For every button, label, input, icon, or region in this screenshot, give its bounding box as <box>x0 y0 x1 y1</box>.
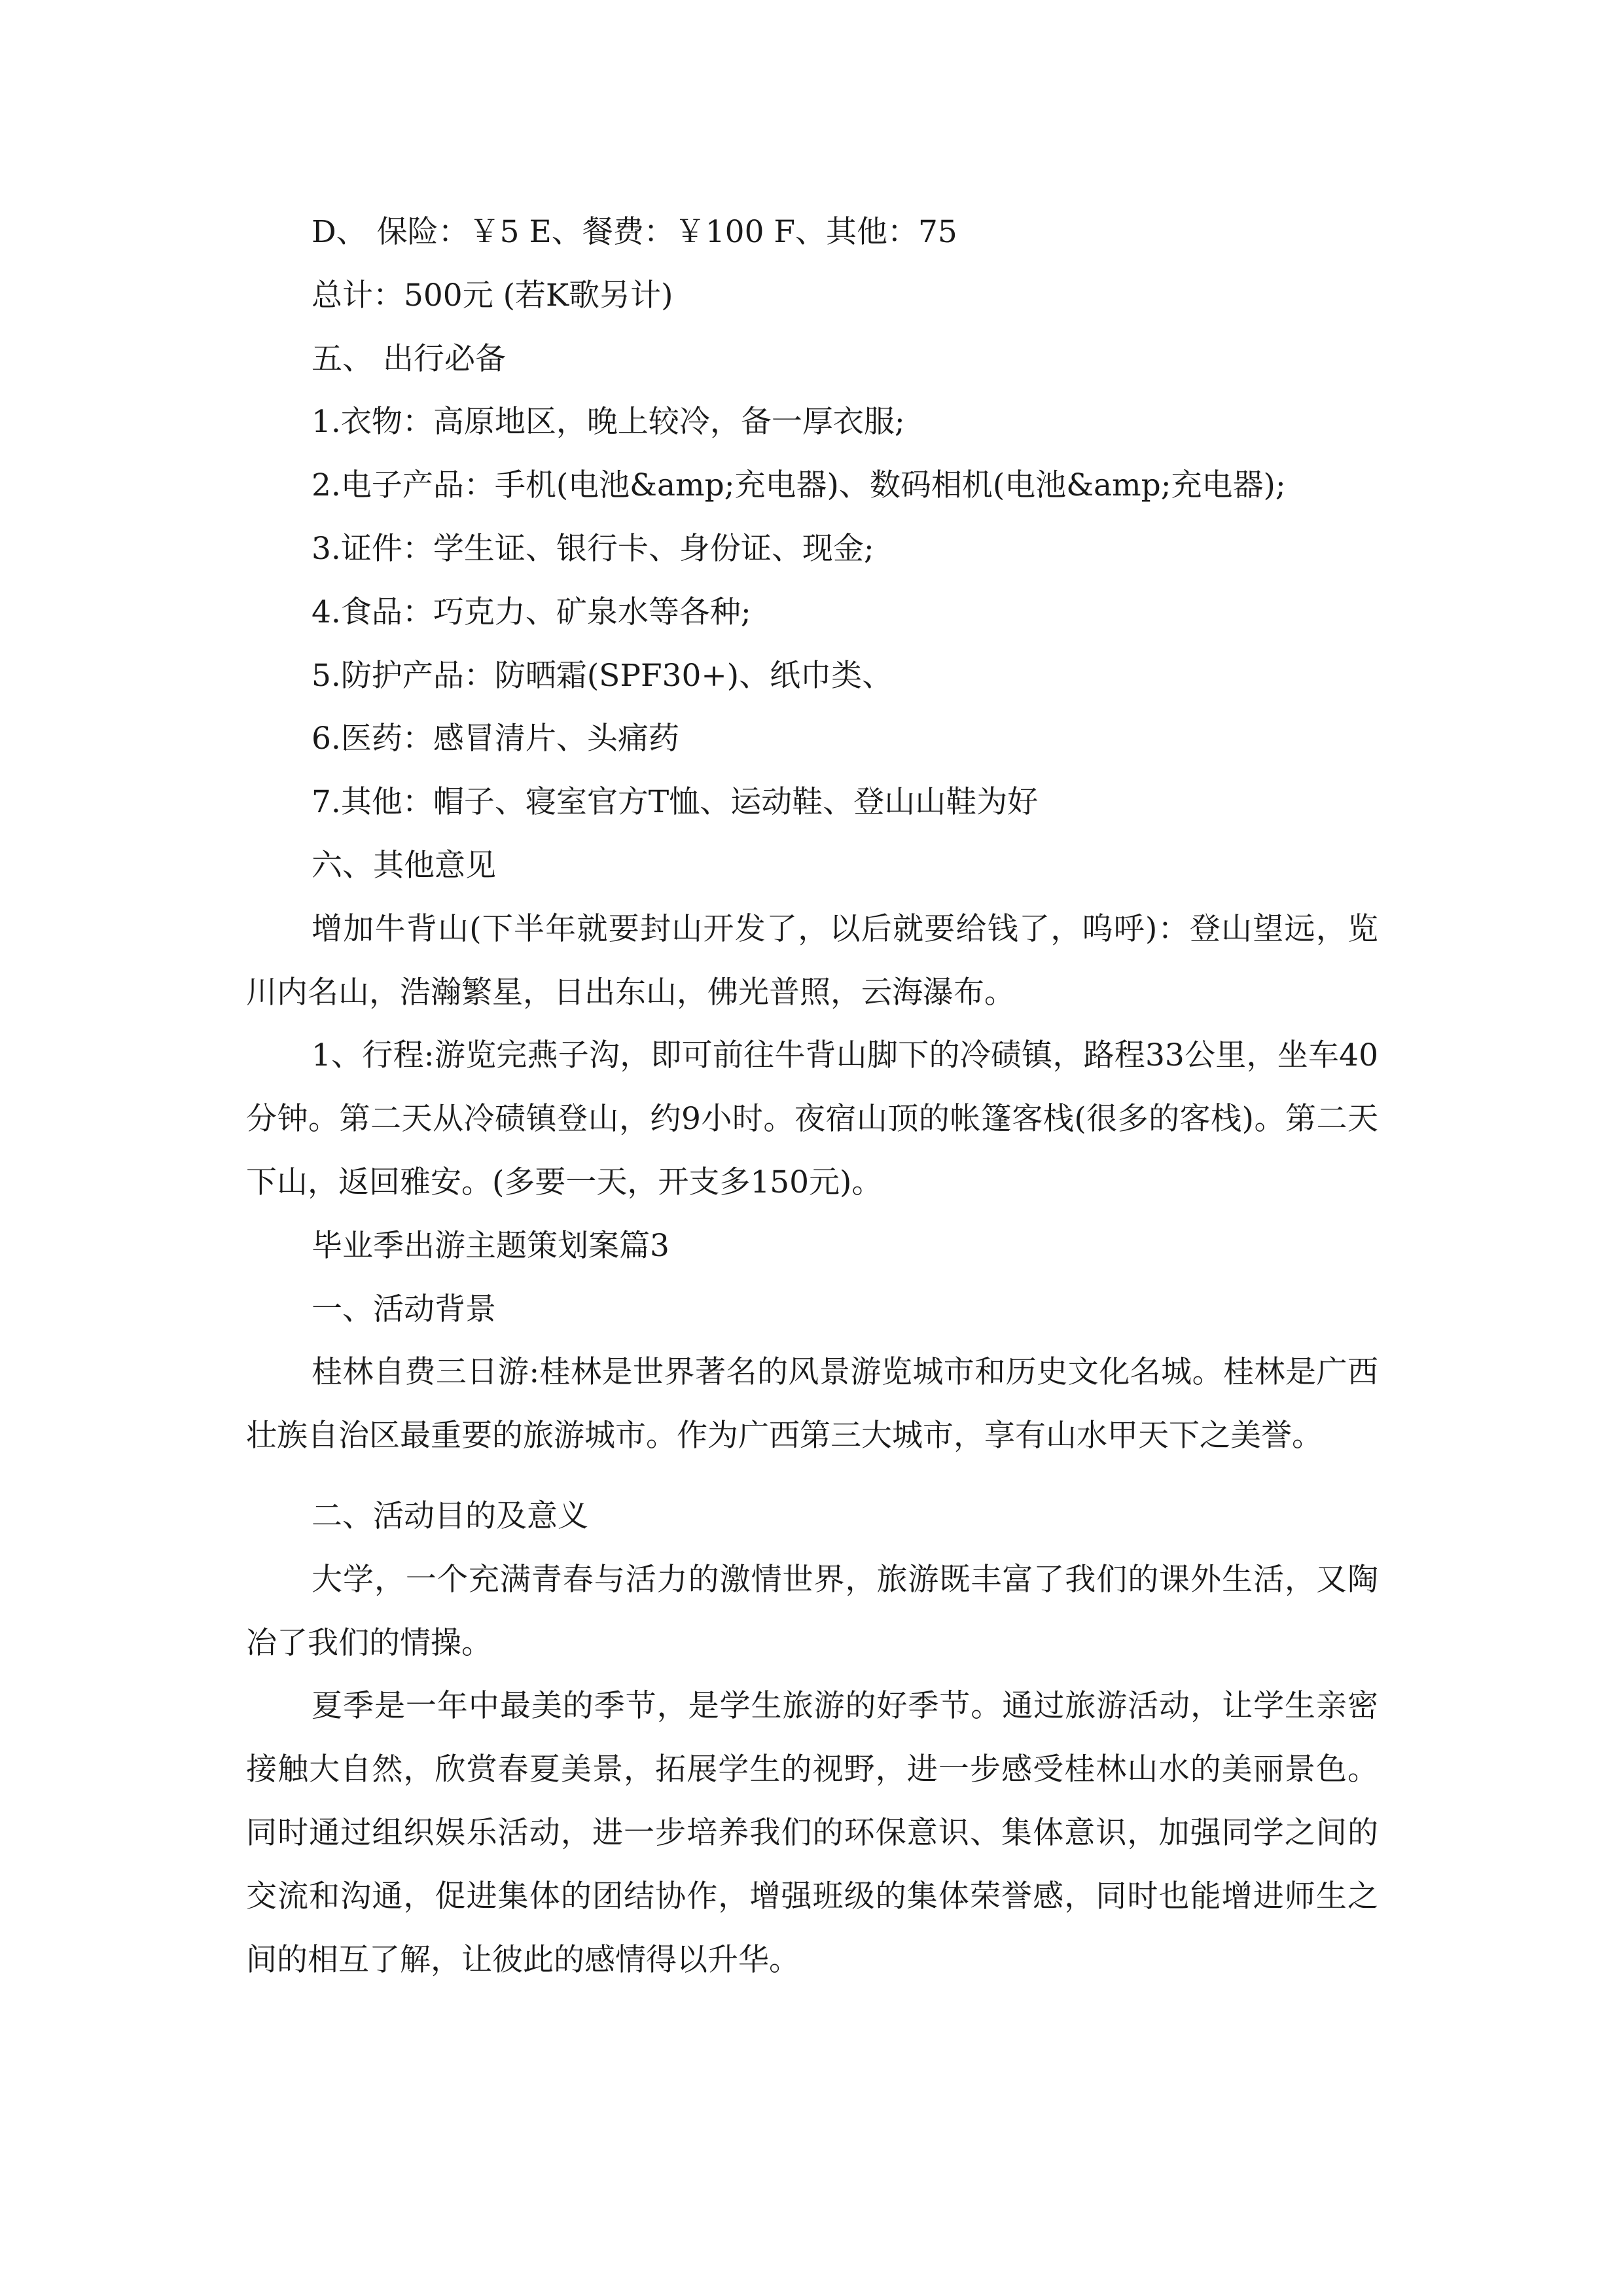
list-item-other: 7.其他：帽子、寝室官方T恤、运动鞋、登山山鞋为好 <box>312 784 1039 821</box>
paragraph-guilin-intro: 桂林自费三日游:桂林是世界著名的风景游览城市和历史文化名城。桂林是广西壮族自治区最重要的旅游城市。作为广西第三大城市，享有山水甲天下之美誉。 <box>246 1354 1378 1454</box>
list-item-protection: 5.防护产品：防晒霜(SPF30+)、纸巾类、 <box>312 657 893 694</box>
paragraph-university-life: 大学，一个充满青春与活力的激情世界，旅游既丰富了我们的课外生活，又陶冶了我们的情操。 <box>246 1561 1378 1661</box>
list-item-documents: 3.证件：学生证、银行卡、身份证、现金; <box>312 530 874 567</box>
paragraph-cost-items: D、 保险：￥5 E、餐费：￥100 F、其他：75 <box>312 214 957 250</box>
document-body <box>246 201 1378 1992</box>
section-heading-background: 一、活动背景 <box>312 1291 496 1327</box>
list-item-food: 4.食品：巧克力、矿泉水等各种; <box>312 594 751 630</box>
paragraph-niubei-mountain: 增加牛背山(下半年就要封山开发了，以后就要给钱了，呜呼)：登山望远，览川内名山，浩瀚繁星，日出东山，佛光普照，云海瀑布。 <box>246 910 1378 1011</box>
list-item-clothing: 1.衣物：高原地区，晚上较冷，备一厚衣服; <box>312 404 905 440</box>
section-heading-essentials: 五、 出行必备 <box>312 340 506 377</box>
section-heading-purpose: 二、活动目的及意义 <box>312 1498 588 1534</box>
paragraph-itinerary: 1、行程:游览完燕子沟，即可前往牛背山脚下的冷碛镇，路程33公里，坐车40分钟。第二天从冷碛镇登山，约9小时。夜宿山顶的帐篷客栈(很多的客栈)。第二天下山，返回雅安。(多要一天，开支多150元)。 <box>246 1037 1378 1200</box>
list-item-medicine: 6.医药：感冒清片、头痛药 <box>312 721 679 757</box>
paragraph-total: 总计：500元 (若K歌另计) <box>312 277 673 314</box>
paragraph-summer-activities: 夏季是一年中最美的季节，是学生旅游的好季节。通过旅游活动，让学生亲密接触大自然，欣赏春夏美景，拓展学生的视野，进一步感受桂林山水的美丽景色。同时通过组织娱乐活动，进一步培养我们的环保意识、集体意识，加强同学之间的交流和沟通，促进集体的团结协作，增强班级的集体荣誉感，同时也能增进师生之间的相互了解，让彼此的感情得以升华。 <box>246 1688 1378 1978</box>
article-title-part-3: 毕业季出游主题策划案篇3 <box>312 1227 669 1264</box>
section-heading-other-opinions: 六、其他意见 <box>312 847 496 884</box>
list-item-electronics: 2.电子产品：手机(电池&amp;充电器)、数码相机(电池&amp;充电器); <box>312 467 1286 504</box>
